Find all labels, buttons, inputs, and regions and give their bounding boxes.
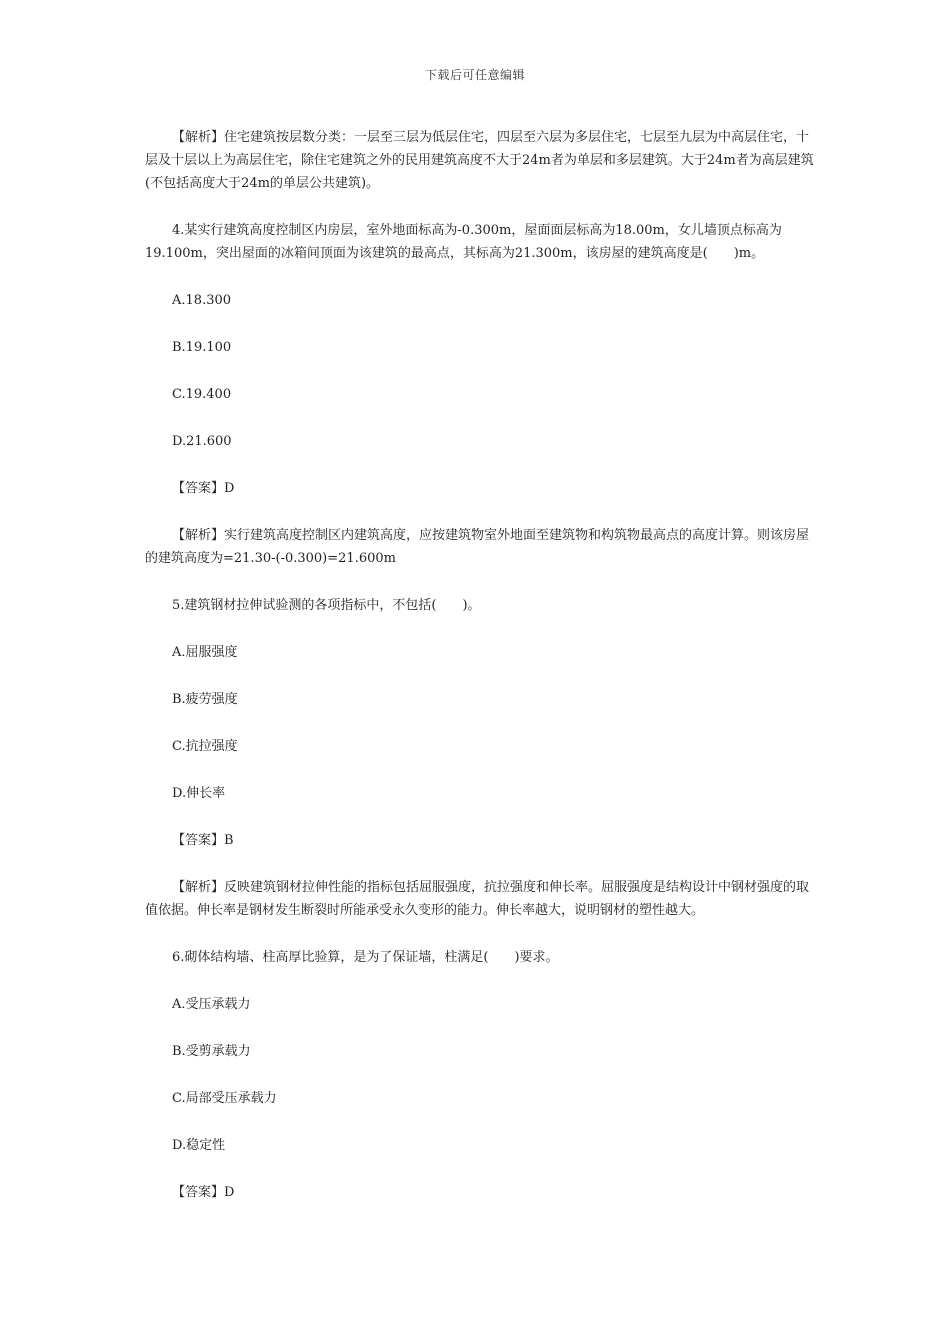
option-a: A.18.300 [172, 293, 232, 308]
question-4: 4.某实行建筑高度控制区内房层，室外地面标高为-0.300m，屋面面层标高为18.00m，女儿墙顶点标高为19.100m，突出屋面的冰箱间顶面为该建筑的最高点，其标高为21.300m，该房屋的建筑高度是( )m。 [145, 223, 782, 261]
document-body [145, 126, 815, 1204]
option-d: D.稳定性 [172, 1138, 226, 1153]
option-a: A.受压承载力 [172, 997, 251, 1012]
option-a: A.屈服强度 [172, 645, 238, 660]
option-b: B.疲劳强度 [172, 692, 238, 707]
answer-line: 【答案】B [172, 833, 234, 848]
question-5: 5.建筑钢材拉伸试验测的各项指标中，不包括( )。 [172, 598, 481, 613]
option-c: C.抗拉强度 [172, 739, 238, 754]
page-header: 下载后可任意编辑 [424, 68, 525, 82]
question-6: 6.砌体结构墙、柱高厚比验算，是为了保证墙，柱满足( )要求。 [172, 950, 559, 965]
analysis-paragraph: 【解析】实行建筑高度控制区内建筑高度，应按建筑物室外地面至建筑物和构筑物最高点的高度计算。则该房屋的建筑高度为=21.30-(-0.300)=21.600m [145, 528, 810, 566]
analysis-paragraph: 【解析】住宅建筑按层数分类：一层至三层为低层住宅，四层至六层为多层住宅，七层至九层为中高层住宅，十层及十层以上为高层住宅，除住宅建筑之外的民用建筑高度不大于24m者为单层和多层建筑。大于24m者为高层建筑(不包括高度大于24m的单层公共建筑)。 [145, 130, 814, 191]
option-b: B.19.100 [172, 340, 232, 355]
answer-line: 【答案】D [172, 1185, 235, 1200]
option-c: C.19.400 [172, 387, 232, 402]
option-b: B.受剪承载力 [172, 1044, 251, 1059]
option-c: C.局部受压承载力 [172, 1091, 277, 1106]
option-d: D.伸长率 [172, 786, 226, 801]
analysis-paragraph: 【解析】反映建筑钢材拉伸性能的指标包括屈服强度，抗拉强度和伸长率。屈服强度是结构设计中钢材强度的取值依据。伸长率是钢材发生断裂时所能承受永久变形的能力。伸长率越大，说明钢材的塑性越大。 [145, 880, 810, 918]
option-d: D.21.600 [172, 434, 232, 449]
answer-line: 【答案】D [172, 481, 235, 496]
